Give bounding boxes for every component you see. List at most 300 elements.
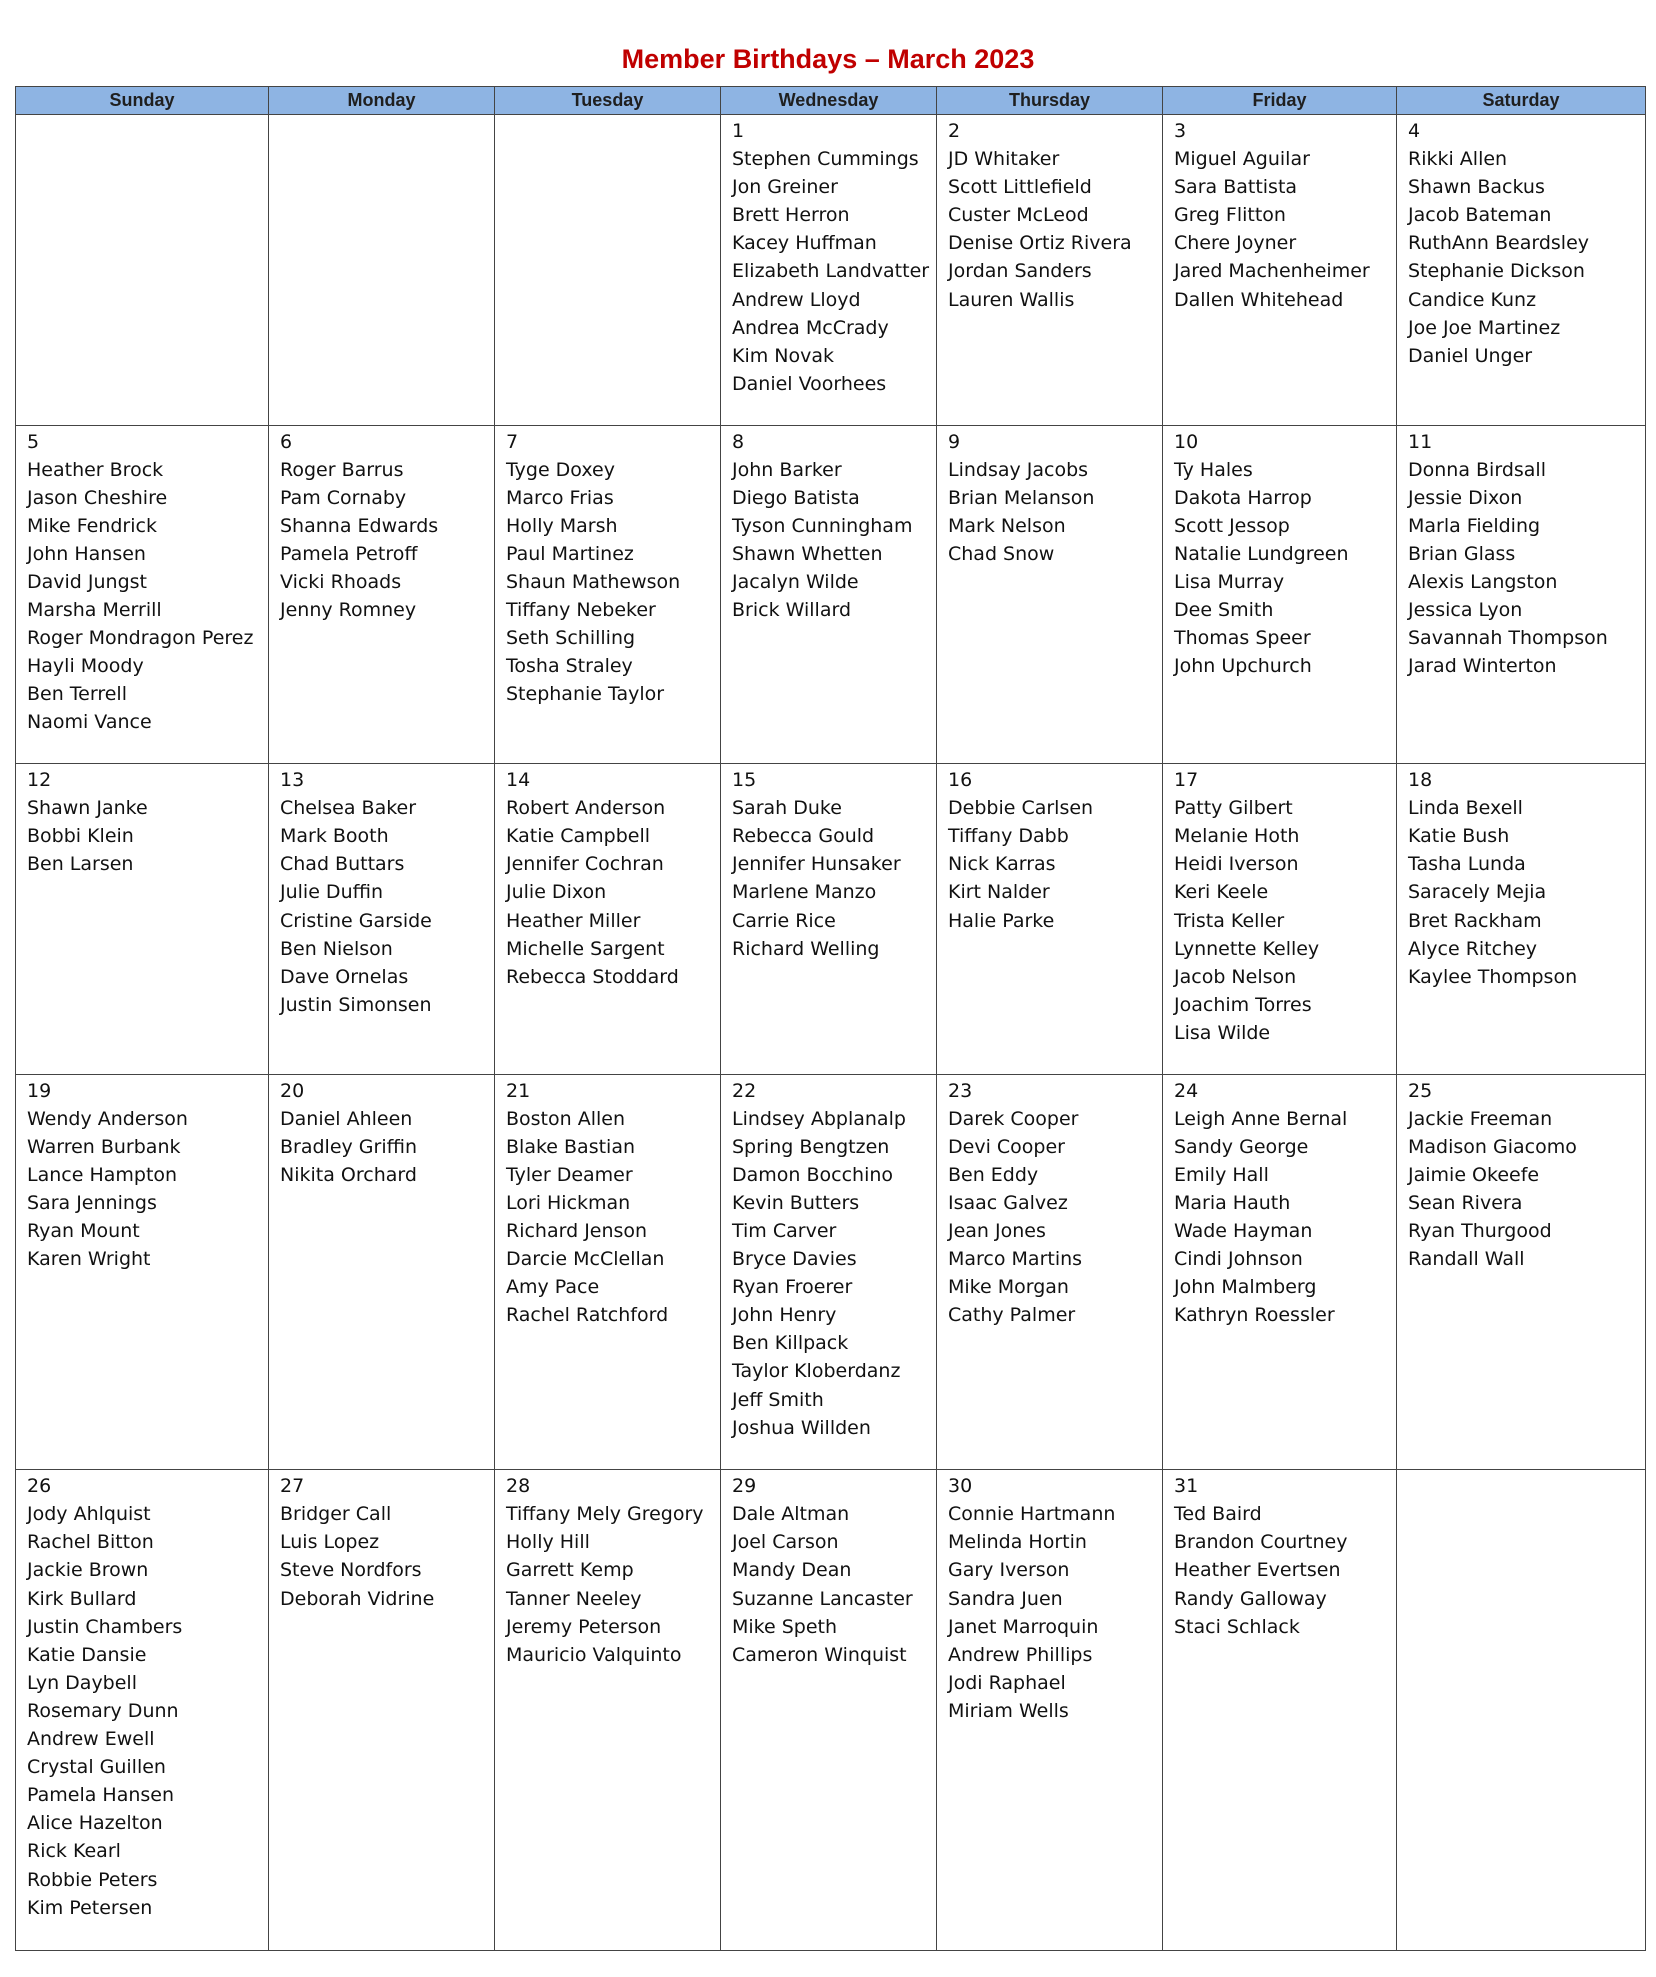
member-name: Thomas Speer — [1174, 627, 1311, 650]
member-name: Jessica Lyon — [1408, 599, 1523, 622]
member-name: Kathryn Roessler — [1174, 1304, 1335, 1327]
member-name: Robert Anderson — [506, 797, 666, 820]
day-content — [1397, 1075, 1645, 1274]
member-name: Brick Willard — [732, 599, 852, 622]
member-name: Joachim Torres — [1174, 993, 1312, 1016]
member-name: Lance Hampton — [27, 1163, 178, 1186]
member-name: Rachel Bitton — [27, 1531, 154, 1554]
day-cell — [937, 425, 1163, 764]
member-name: Jeremy Peterson — [506, 1615, 662, 1638]
member-name: Dale Altman — [732, 1503, 850, 1526]
day-content — [269, 764, 494, 1019]
member-name: Alice Hazelton — [27, 1812, 163, 1835]
day-content — [721, 1470, 936, 1669]
day-cell — [937, 115, 1163, 426]
member-name: Chad Snow — [948, 542, 1055, 565]
member-name: Ben Larsen — [27, 853, 134, 876]
member-name: Jacalyn Wilde — [732, 570, 859, 593]
member-name: Mark Booth — [280, 825, 389, 848]
day-content — [495, 764, 720, 991]
day-number: 3 — [1174, 120, 1187, 142]
member-name: Kim Petersen — [27, 1896, 153, 1919]
week-row — [16, 115, 1646, 426]
member-name: Steve Nordfors — [280, 1559, 422, 1582]
birthday-calendar — [15, 86, 1646, 1951]
member-name: Jackie Brown — [27, 1559, 149, 1582]
member-name: Marco Frias — [506, 486, 614, 509]
day-content — [495, 1470, 720, 1669]
member-name: Crystal Guillen — [27, 1756, 166, 1779]
member-name: Robbie Peters — [27, 1868, 158, 1891]
member-name: Justin Chambers — [27, 1615, 183, 1638]
day-content — [16, 426, 268, 737]
member-name: Tosha Straley — [506, 655, 633, 678]
day-cell — [1397, 425, 1646, 764]
member-name: Randall Wall — [1408, 1248, 1525, 1271]
member-name: Saracely Mejia — [1408, 881, 1547, 904]
member-name: Andrew Ewell — [27, 1728, 155, 1751]
member-name: Paul Martinez — [506, 542, 634, 565]
member-name: Katie Bush — [1408, 825, 1510, 848]
header-tuesday: Tuesday — [495, 87, 721, 115]
member-name: Donna Birdsall — [1408, 458, 1546, 481]
day-content — [721, 426, 936, 625]
member-name: Shawn Backus — [1408, 176, 1545, 199]
day-number: 5 — [27, 430, 40, 453]
member-name: Ryan Thurgood — [1408, 1220, 1552, 1243]
day-content — [495, 426, 720, 709]
day-content — [495, 1075, 720, 1330]
member-name: Roger Barrus — [280, 458, 404, 481]
member-name: Mike Morgan — [948, 1276, 1069, 1299]
member-name: Katie Campbell — [506, 825, 651, 848]
day-content — [1397, 115, 1645, 370]
member-name: Ben Nielson — [280, 937, 393, 960]
member-name: Bryce Davies — [732, 1248, 857, 1271]
header-sunday: Sunday — [16, 87, 269, 115]
member-name: Darek Cooper — [948, 1107, 1079, 1130]
member-name: Rosemary Dunn — [27, 1699, 179, 1722]
day-cell — [1163, 1074, 1397, 1470]
member-name: Sarah Duke — [732, 797, 842, 820]
member-name: Dallen Whitehead — [1174, 288, 1344, 311]
week-row — [16, 764, 1646, 1075]
member-name: Sara Battista — [1174, 176, 1298, 199]
member-name: Nick Karras — [948, 853, 1056, 876]
member-name: Richard Welling — [732, 937, 880, 960]
day-cell — [1163, 115, 1397, 426]
member-name: Joe Joe Martinez — [1408, 316, 1561, 339]
member-name: Lindsey Abplanalp — [732, 1107, 906, 1130]
member-name: Emily Hall — [1174, 1163, 1269, 1186]
calendar-title: Member Birthdays – March 2023 — [621, 44, 1035, 74]
member-name: Maria Hauth — [1174, 1191, 1291, 1214]
day-content — [1163, 1075, 1396, 1330]
member-name: Heidi Iverson — [1174, 853, 1299, 876]
day-cell — [721, 1470, 937, 1951]
member-name: Connie Hartmann — [948, 1503, 1116, 1526]
member-name: Jeff Smith — [732, 1388, 824, 1411]
member-name: Jared Machenheimer — [1174, 260, 1370, 283]
day-cell — [1163, 425, 1397, 764]
member-name: Kirk Bullard — [27, 1587, 137, 1610]
empty-day-cell — [269, 115, 495, 426]
member-name: Deborah Vidrine — [280, 1587, 435, 1610]
header-monday: Monday — [269, 87, 495, 115]
member-name: Rikki Allen — [1408, 148, 1508, 171]
member-name: Richard Jenson — [506, 1220, 648, 1243]
day-content — [1163, 764, 1396, 1047]
day-cell — [495, 425, 721, 764]
member-name: Elizabeth Landvatter — [732, 260, 930, 283]
member-name: Naomi Vance — [27, 711, 152, 734]
member-name: Jessie Dixon — [1408, 486, 1523, 509]
member-name: John Barker — [732, 458, 842, 481]
member-name: Randy Galloway — [1174, 1587, 1327, 1610]
week-row — [16, 1470, 1646, 1951]
day-content — [1163, 1470, 1396, 1641]
day-number: 24 — [1174, 1079, 1199, 1102]
member-name: Wade Hayman — [1174, 1220, 1313, 1243]
weekday-header-row — [16, 87, 1646, 115]
member-name: Wendy Anderson — [27, 1107, 188, 1130]
member-name: Julie Duffin — [280, 881, 384, 904]
member-name: David Jungst — [27, 570, 147, 593]
member-name: Bradley Griffin — [280, 1135, 418, 1158]
day-cell — [269, 425, 495, 764]
member-name: Pam Cornaby — [280, 486, 407, 509]
day-content — [269, 1470, 494, 1612]
day-cell — [721, 425, 937, 764]
member-name: Vicki Rhoads — [280, 570, 402, 593]
member-name: Sandy George — [1174, 1135, 1309, 1158]
member-name: Shanna Edwards — [280, 514, 439, 537]
member-name: John Hansen — [27, 542, 146, 565]
member-name: Halie Parke — [948, 909, 1055, 932]
member-name: Ben Terrell — [27, 683, 127, 706]
day-cell — [937, 1470, 1163, 1951]
member-name: Damon Bocchino — [732, 1163, 894, 1186]
member-name: Mark Nelson — [948, 514, 1066, 537]
member-name: Jodi Raphael — [948, 1671, 1066, 1694]
member-name: Amy Pace — [506, 1276, 600, 1299]
day-number: 30 — [948, 1475, 973, 1498]
day-number: 11 — [1408, 430, 1433, 453]
member-name: Warren Burbank — [27, 1135, 181, 1158]
day-cell — [1163, 1470, 1397, 1951]
member-name: Jenny Romney — [280, 599, 417, 622]
member-name: Sandra Juen — [948, 1587, 1063, 1610]
day-number: 16 — [948, 769, 973, 792]
day-cell — [495, 764, 721, 1075]
member-name: Sean Rivera — [1408, 1191, 1523, 1214]
member-name: JD Whitaker — [948, 148, 1060, 171]
header-wednesday: Wednesday — [721, 87, 937, 115]
member-name: Ben Killpack — [732, 1332, 849, 1355]
member-name: Marsha Merrill — [27, 599, 162, 622]
day-cell — [721, 1074, 937, 1470]
member-name: Natalie Lundgreen — [1174, 542, 1349, 565]
day-number: 15 — [732, 769, 757, 792]
member-name: Mike Speth — [732, 1615, 838, 1638]
day-content — [721, 1075, 936, 1442]
member-name: Tasha Lunda — [1408, 853, 1526, 876]
member-name: John Henry — [732, 1304, 837, 1327]
member-name: Heather Miller — [506, 909, 641, 932]
day-cell — [16, 1074, 269, 1470]
member-name: Jean Jones — [948, 1220, 1046, 1243]
day-number: 22 — [732, 1079, 757, 1102]
member-name: Tiffany Nebeker — [506, 599, 656, 622]
member-name: Sara Jennings — [27, 1191, 157, 1214]
member-name: Jacob Bateman — [1408, 204, 1552, 227]
day-cell — [937, 764, 1163, 1075]
member-name: Holly Marsh — [506, 514, 618, 537]
day-cell — [721, 764, 937, 1075]
member-name: Gary Iverson — [948, 1559, 1070, 1582]
member-name: Spring Bengtzen — [732, 1135, 890, 1158]
day-number: 10 — [1174, 430, 1199, 453]
member-name: Seth Schilling — [506, 627, 636, 650]
member-name: Stephanie Taylor — [506, 683, 665, 706]
member-name: Denise Ortiz Rivera — [948, 232, 1132, 255]
day-number: 29 — [732, 1475, 757, 1498]
member-name: Miguel Aguilar — [1174, 148, 1310, 171]
member-name: Cathy Palmer — [948, 1304, 1076, 1327]
day-number: 18 — [1408, 769, 1433, 792]
member-name: Julie Dixon — [506, 881, 607, 904]
day-number: 31 — [1174, 1475, 1199, 1498]
member-name: Jason Cheshire — [27, 486, 168, 509]
member-name: Mandy Dean — [732, 1559, 852, 1582]
member-name: Luis Lopez — [280, 1531, 380, 1554]
member-name: Jackie Freeman — [1408, 1107, 1553, 1130]
day-number: 19 — [27, 1079, 52, 1102]
member-name: Miriam Wells — [948, 1699, 1069, 1722]
member-name: Andrew Lloyd — [732, 288, 861, 311]
member-name: Debbie Carlsen — [948, 797, 1094, 820]
week-row — [16, 1074, 1646, 1470]
member-name: Kaylee Thompson — [1408, 965, 1578, 988]
member-name: Rebecca Stoddard — [506, 965, 679, 988]
member-name: Chad Buttars — [280, 853, 405, 876]
member-name: Cindi Johnson — [1174, 1248, 1303, 1271]
member-name: Janet Marroquin — [948, 1615, 1099, 1638]
member-name: Ryan Froerer — [732, 1276, 853, 1299]
member-name: Jarad Winterton — [1408, 655, 1557, 678]
member-name: Keri Keele — [1174, 881, 1269, 904]
member-name: Kirt Nalder — [948, 881, 1050, 904]
day-content — [269, 1075, 494, 1189]
member-name: Mauricio Valquinto — [506, 1643, 682, 1666]
week-row — [16, 425, 1646, 764]
day-content — [721, 764, 936, 963]
member-name: Chelsea Baker — [280, 797, 417, 820]
day-number: 21 — [506, 1079, 531, 1102]
day-number: 28 — [506, 1475, 531, 1498]
member-name: Daniel Unger — [1408, 344, 1533, 367]
empty-day-cell — [16, 115, 269, 426]
member-name: Lisa Wilde — [1174, 1021, 1271, 1044]
member-name: Ty Hales — [1174, 458, 1253, 481]
member-name: Ted Baird — [1174, 1503, 1262, 1526]
day-content — [1163, 426, 1396, 681]
member-name: Tiffany Dabb — [948, 825, 1069, 848]
day-number: 26 — [27, 1475, 52, 1498]
day-number: 12 — [27, 769, 52, 792]
member-name: Tyler Deamer — [506, 1163, 633, 1186]
member-name: Katie Dansie — [27, 1643, 147, 1666]
member-name: Chere Joyner — [1174, 232, 1297, 255]
day-number: 9 — [948, 430, 961, 453]
member-name: Brian Melanson — [948, 486, 1095, 509]
member-name: Tyson Cunningham — [732, 514, 913, 537]
day-content — [721, 115, 936, 398]
day-number: 2 — [948, 120, 961, 142]
member-name: Tanner Neeley — [506, 1587, 642, 1610]
member-name: Holly Hill — [506, 1531, 590, 1554]
member-name: Patty Gilbert — [1174, 797, 1293, 820]
day-content — [937, 764, 1162, 935]
member-name: Tiffany Mely Gregory — [506, 1503, 704, 1526]
member-name: Cristine Garside — [280, 909, 432, 932]
member-name: Ryan Mount — [27, 1220, 140, 1243]
day-cell — [16, 764, 269, 1075]
member-name: Kim Novak — [732, 344, 835, 367]
member-name: Taylor Kloberdanz — [732, 1360, 901, 1383]
member-name: Brian Glass — [1408, 542, 1516, 565]
member-name: Joshua Willden — [732, 1416, 871, 1439]
member-name: Darcie McClellan — [506, 1248, 665, 1271]
member-name: Marlene Manzo — [732, 881, 877, 904]
member-name: Melinda Hortin — [948, 1531, 1087, 1554]
member-name: Dee Smith — [1174, 599, 1274, 622]
member-name: Lori Hickman — [506, 1191, 631, 1214]
member-name: Andrew Phillips — [948, 1643, 1093, 1666]
member-name: Mike Fendrick — [27, 514, 157, 537]
member-name: Heather Evertsen — [1174, 1559, 1341, 1582]
day-cell — [269, 1470, 495, 1951]
member-name: Staci Schlack — [1174, 1615, 1300, 1638]
day-cell — [1163, 764, 1397, 1075]
member-name: Boston Allen — [506, 1107, 626, 1130]
member-name: Jordan Sanders — [948, 260, 1092, 283]
member-name: Lynnette Kelley — [1174, 937, 1320, 960]
member-name: Marla Fielding — [1408, 514, 1541, 537]
member-name: Tyge Doxey — [506, 458, 615, 481]
empty-day-cell — [495, 115, 721, 426]
member-name: Savannah Thompson — [1408, 627, 1608, 650]
member-name: Scott Littlefield — [948, 176, 1092, 199]
member-name: Ben Eddy — [948, 1163, 1039, 1186]
member-name: Lyn Daybell — [27, 1671, 137, 1694]
member-name: Jennifer Hunsaker — [732, 853, 901, 876]
member-name: Isaac Galvez — [948, 1191, 1068, 1214]
member-name: Jennifer Cochran — [506, 853, 664, 876]
member-name: John Malmberg — [1174, 1276, 1317, 1299]
day-cell — [495, 1470, 721, 1951]
member-name: Rachel Ratchford — [506, 1304, 669, 1327]
member-name: John Upchurch — [1174, 655, 1312, 678]
day-cell — [1397, 764, 1646, 1075]
day-content — [1397, 764, 1645, 991]
day-number: 1 — [732, 120, 745, 142]
member-name: Devi Cooper — [948, 1135, 1065, 1158]
day-cell — [937, 1074, 1163, 1470]
day-number: 7 — [506, 430, 519, 453]
member-name: Dakota Harrop — [1174, 486, 1312, 509]
day-number: 27 — [280, 1475, 305, 1498]
member-name: Justin Simonsen — [280, 993, 432, 1016]
member-name: Jon Greiner — [732, 176, 838, 199]
member-name: Tim Carver — [732, 1220, 837, 1243]
day-content — [1397, 426, 1645, 681]
header-friday: Friday — [1163, 87, 1397, 115]
member-name: Melanie Hoth — [1174, 825, 1300, 848]
day-content — [937, 426, 1162, 568]
day-content — [16, 1470, 268, 1922]
member-name: Shaun Mathewson — [506, 570, 681, 593]
member-name: Hayli Moody — [27, 655, 144, 678]
member-name: Bobbi Klein — [27, 825, 134, 848]
member-name: Jacob Nelson — [1174, 965, 1297, 988]
day-number: 8 — [732, 430, 745, 453]
member-name: Greg Flitton — [1174, 204, 1286, 227]
member-name: RuthAnn Beardsley — [1408, 232, 1590, 255]
member-name: Trista Keller — [1174, 909, 1285, 932]
member-name: Kacey Huffman — [732, 232, 877, 255]
member-name: Dave Ornelas — [280, 965, 409, 988]
day-number: 20 — [280, 1079, 305, 1102]
day-number: 23 — [948, 1079, 973, 1102]
day-content — [937, 1075, 1162, 1330]
day-cell — [721, 115, 937, 426]
member-name: Blake Bastian — [506, 1135, 636, 1158]
day-number: 4 — [1408, 120, 1421, 142]
day-number: 25 — [1408, 1079, 1433, 1102]
member-name: Scott Jessop — [1174, 514, 1290, 537]
member-name: Diego Batista — [732, 486, 860, 509]
day-number: 17 — [1174, 769, 1199, 792]
header-thursday: Thursday — [937, 87, 1163, 115]
member-name: Alexis Langston — [1408, 570, 1558, 593]
member-name: Alyce Ritchey — [1408, 937, 1538, 960]
day-content — [937, 115, 1162, 314]
member-name: Shawn Janke — [27, 797, 148, 820]
member-name: Michelle Sargent — [506, 937, 665, 960]
member-name: Marco Martins — [948, 1248, 1083, 1271]
member-name: Daniel Voorhees — [732, 372, 887, 395]
member-name: Jody Ahlquist — [27, 1503, 151, 1526]
member-name: Linda Bexell — [1408, 797, 1523, 820]
day-number: 6 — [280, 430, 293, 453]
member-name: Bridger Call — [280, 1503, 392, 1526]
member-name: Andrea McCrady — [732, 316, 889, 339]
member-name: Madison Giacomo — [1408, 1135, 1577, 1158]
member-name: Nikita Orchard — [280, 1163, 417, 1186]
member-name: Lindsay Jacobs — [948, 458, 1089, 481]
day-content — [16, 1075, 268, 1274]
day-content — [1163, 115, 1396, 314]
member-name: Pamela Hansen — [27, 1784, 175, 1807]
member-name: Heather Brock — [27, 458, 164, 481]
day-cell — [269, 764, 495, 1075]
member-name: Candice Kunz — [1408, 288, 1537, 311]
member-name: Joel Carson — [732, 1531, 839, 1554]
day-cell — [1397, 1074, 1646, 1470]
member-name: Jaimie Okeefe — [1408, 1163, 1540, 1186]
member-name: Lauren Wallis — [948, 288, 1075, 311]
